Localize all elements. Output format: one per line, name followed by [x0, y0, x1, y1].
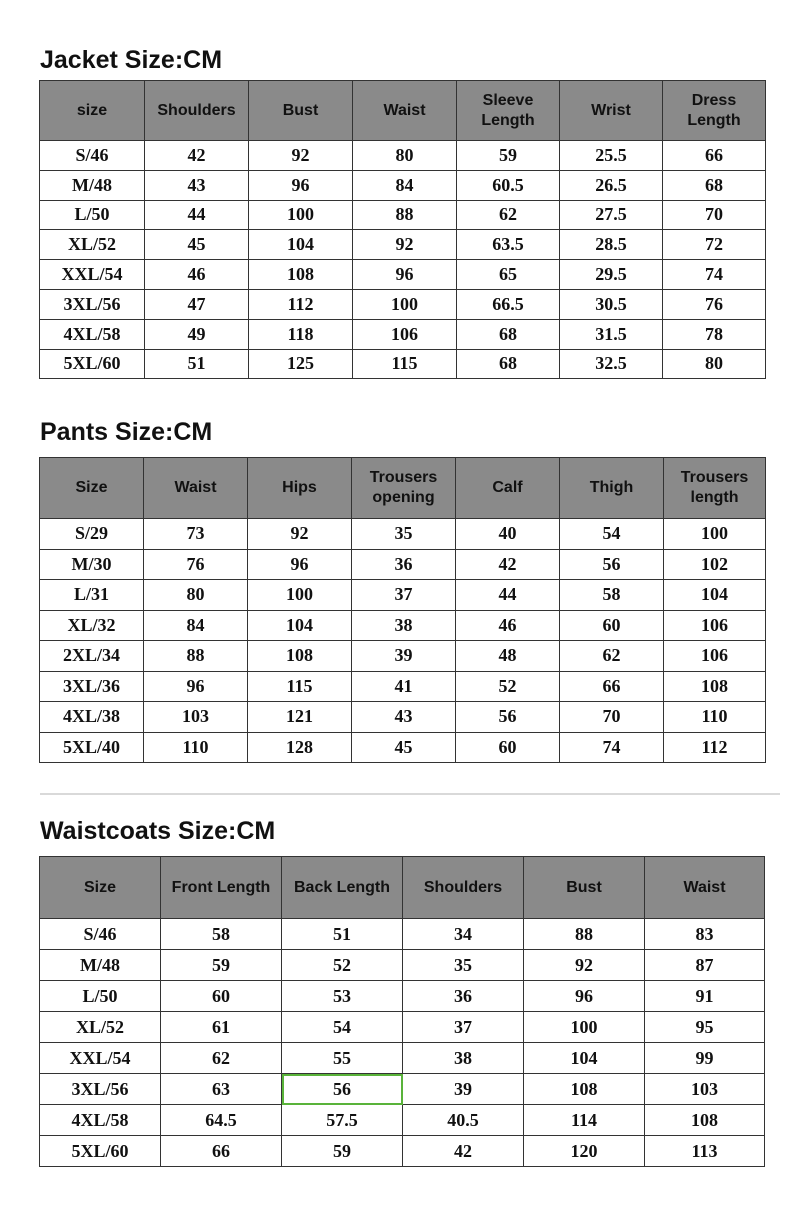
measurement-cell: 103: [645, 1074, 765, 1105]
measurement-cell: 84: [144, 610, 248, 641]
measurement-cell: 49: [145, 319, 249, 349]
size-cell: XL/52: [40, 230, 145, 260]
measurement-cell: 62: [161, 1043, 282, 1074]
header-row: [40, 81, 766, 141]
measurement-cell: 30.5: [560, 289, 663, 319]
measurement-cell: 88: [353, 200, 457, 230]
measurement-cell: 39: [403, 1074, 524, 1105]
measurement-cell: 43: [145, 170, 249, 200]
measurement-cell: 29.5: [560, 260, 663, 290]
measurement-cell: 96: [524, 981, 645, 1012]
measurement-cell: 87: [645, 950, 765, 981]
measurement-cell: 45: [145, 230, 249, 260]
measurement-cell: 108: [248, 641, 352, 672]
measurement-cell: 74: [663, 260, 766, 290]
table-row: [40, 671, 766, 702]
measurement-cell: 103: [144, 702, 248, 733]
measurement-cell: 91: [645, 981, 765, 1012]
size-cell: S/46: [40, 141, 145, 171]
measurement-cell: 102: [664, 549, 766, 580]
table-row: [40, 141, 766, 171]
size-cell: S/46: [40, 919, 161, 950]
measurement-cell: 66.5: [457, 289, 560, 319]
column-header: Calf: [456, 458, 560, 519]
measurement-cell: 62: [457, 200, 560, 230]
size-cell: 5XL/60: [40, 349, 145, 379]
measurement-cell: 39: [352, 641, 456, 672]
measurement-cell: 35: [352, 519, 456, 550]
measurement-cell: 92: [353, 230, 457, 260]
size-cell: 4XL/38: [40, 702, 144, 733]
measurement-cell: 72: [663, 230, 766, 260]
measurement-cell: 110: [664, 702, 766, 733]
measurement-cell: 42: [456, 549, 560, 580]
measurement-cell: 35: [403, 950, 524, 981]
waistcoats-size-table: [39, 856, 765, 1167]
header-row: [40, 458, 766, 519]
column-header: Dress Length: [663, 81, 766, 141]
measurement-cell: 27.5: [560, 200, 663, 230]
measurement-cell: 66: [161, 1136, 282, 1167]
column-header: Waist: [645, 857, 765, 919]
waistcoats-title: Waistcoats Size:CM: [40, 817, 276, 845]
measurement-cell: 44: [145, 200, 249, 230]
measurement-cell: 92: [249, 141, 353, 171]
measurement-cell: 66: [560, 671, 664, 702]
measurement-cell: 115: [353, 349, 457, 379]
size-cell: 5XL/40: [40, 732, 144, 763]
measurement-cell: 40: [456, 519, 560, 550]
size-cell: 4XL/58: [40, 319, 145, 349]
measurement-cell: 66: [663, 141, 766, 171]
size-cell: 2XL/34: [40, 641, 144, 672]
measurement-cell: 59: [457, 141, 560, 171]
table-row: [40, 981, 765, 1012]
measurement-cell: 121: [248, 702, 352, 733]
column-header: Waist: [144, 458, 248, 519]
table-row: [40, 919, 765, 950]
size-cell: 5XL/60: [40, 1136, 161, 1167]
jacket-size-table: [39, 80, 766, 379]
measurement-cell: 52: [456, 671, 560, 702]
measurement-cell: 56: [456, 702, 560, 733]
column-header: Trousers opening: [352, 458, 456, 519]
size-cell: M/48: [40, 950, 161, 981]
measurement-cell: 104: [524, 1043, 645, 1074]
measurement-cell: 37: [403, 1012, 524, 1043]
size-cell: S/29: [40, 519, 144, 550]
table-row: [40, 200, 766, 230]
measurement-cell: 92: [248, 519, 352, 550]
column-header: Sleeve Length: [457, 81, 560, 141]
measurement-cell: 96: [249, 170, 353, 200]
table-row: [40, 732, 766, 763]
measurement-cell: 63: [161, 1074, 282, 1105]
measurement-cell: 100: [353, 289, 457, 319]
table-row: [40, 950, 765, 981]
measurement-cell: 125: [249, 349, 353, 379]
measurement-cell: 57.5: [282, 1105, 403, 1136]
column-header: Wrist: [560, 81, 663, 141]
measurement-cell: 108: [524, 1074, 645, 1105]
size-cell: 3XL/36: [40, 671, 144, 702]
table-row: [40, 1136, 765, 1167]
measurement-cell: 74: [560, 732, 664, 763]
column-header: Bust: [249, 81, 353, 141]
measurement-cell: 41: [352, 671, 456, 702]
size-cell: 3XL/56: [40, 1074, 161, 1105]
measurement-cell: 61: [161, 1012, 282, 1043]
measurement-cell: 106: [664, 610, 766, 641]
column-header: Shoulders: [403, 857, 524, 919]
measurement-cell: 68: [663, 170, 766, 200]
measurement-cell: 76: [144, 549, 248, 580]
table-row: [40, 702, 766, 733]
measurement-cell: 100: [249, 200, 353, 230]
table-row: [40, 549, 766, 580]
measurement-cell: 104: [249, 230, 353, 260]
measurement-cell: 25.5: [560, 141, 663, 171]
column-header: Back Length: [282, 857, 403, 919]
measurement-cell: 45: [352, 732, 456, 763]
measurement-cell: 62: [560, 641, 664, 672]
measurement-cell: 112: [249, 289, 353, 319]
measurement-cell: 104: [664, 580, 766, 611]
measurement-cell: 104: [248, 610, 352, 641]
measurement-cell: 37: [352, 580, 456, 611]
header-row: [40, 857, 765, 919]
table-row: [40, 641, 766, 672]
measurement-cell: 108: [249, 260, 353, 290]
measurement-cell: 60: [560, 610, 664, 641]
measurement-cell: 68: [457, 349, 560, 379]
column-header: Front Length: [161, 857, 282, 919]
measurement-cell: 99: [645, 1043, 765, 1074]
measurement-cell: 78: [663, 319, 766, 349]
measurement-cell: 88: [144, 641, 248, 672]
size-cell: XXL/54: [40, 260, 145, 290]
measurement-cell: 95: [645, 1012, 765, 1043]
table-row: [40, 170, 766, 200]
table-row: [40, 610, 766, 641]
measurement-cell: 28.5: [560, 230, 663, 260]
measurement-cell: 110: [144, 732, 248, 763]
size-cell: 3XL/56: [40, 289, 145, 319]
column-header: Waist: [353, 81, 457, 141]
measurement-cell: 120: [524, 1136, 645, 1167]
measurement-cell: 58: [161, 919, 282, 950]
table-row: [40, 1074, 765, 1105]
column-header: Shoulders: [145, 81, 249, 141]
measurement-cell: 128: [248, 732, 352, 763]
measurement-cell: 80: [144, 580, 248, 611]
measurement-cell: 48: [456, 641, 560, 672]
measurement-cell: 36: [352, 549, 456, 580]
measurement-cell: 96: [248, 549, 352, 580]
measurement-cell: 118: [249, 319, 353, 349]
measurement-cell: 68: [457, 319, 560, 349]
measurement-cell: 112: [664, 732, 766, 763]
measurement-cell: 92: [524, 950, 645, 981]
table-row: [40, 580, 766, 611]
column-header: Size: [40, 458, 144, 519]
table-row: [40, 260, 766, 290]
measurement-cell: 54: [560, 519, 664, 550]
measurement-cell: 83: [645, 919, 765, 950]
measurement-cell: 65: [457, 260, 560, 290]
measurement-cell: 51: [282, 919, 403, 950]
measurement-cell: 42: [403, 1136, 524, 1167]
measurement-cell: 64.5: [161, 1105, 282, 1136]
size-cell: M/48: [40, 170, 145, 200]
measurement-cell: 80: [353, 141, 457, 171]
size-cell: XXL/54: [40, 1043, 161, 1074]
table-row: [40, 319, 766, 349]
measurement-cell: 53: [282, 981, 403, 1012]
pants-title: Pants Size:CM: [40, 418, 213, 446]
measurement-cell: 60: [456, 732, 560, 763]
pants-size-table: [39, 457, 766, 763]
measurement-cell: 46: [456, 610, 560, 641]
measurement-cell: 42: [145, 141, 249, 171]
measurement-cell: 100: [664, 519, 766, 550]
measurement-cell: 47: [145, 289, 249, 319]
measurement-cell: 106: [353, 319, 457, 349]
measurement-cell: 54: [282, 1012, 403, 1043]
size-cell: M/30: [40, 549, 144, 580]
measurement-cell: 100: [248, 580, 352, 611]
table-row: [40, 1043, 765, 1074]
measurement-cell: 70: [560, 702, 664, 733]
column-header: size: [40, 81, 145, 141]
measurement-cell: 100: [524, 1012, 645, 1043]
measurement-cell: 31.5: [560, 319, 663, 349]
measurement-cell: 46: [145, 260, 249, 290]
measurement-cell: 108: [664, 671, 766, 702]
column-header: Trousers length: [664, 458, 766, 519]
measurement-cell: 32.5: [560, 349, 663, 379]
table-row: [40, 1012, 765, 1043]
measurement-cell: 115: [248, 671, 352, 702]
highlighted-cell: 56: [282, 1074, 403, 1105]
measurement-cell: 63.5: [457, 230, 560, 260]
measurement-cell: 51: [145, 349, 249, 379]
measurement-cell: 26.5: [560, 170, 663, 200]
measurement-cell: 38: [352, 610, 456, 641]
size-cell: XL/52: [40, 1012, 161, 1043]
table-row: [40, 230, 766, 260]
measurement-cell: 52: [282, 950, 403, 981]
measurement-cell: 96: [144, 671, 248, 702]
measurement-cell: 44: [456, 580, 560, 611]
measurement-cell: 114: [524, 1105, 645, 1136]
size-cell: 4XL/58: [40, 1105, 161, 1136]
measurement-cell: 96: [353, 260, 457, 290]
measurement-cell: 40.5: [403, 1105, 524, 1136]
measurement-cell: 113: [645, 1136, 765, 1167]
table-row: [40, 1105, 765, 1136]
size-cell: L/31: [40, 580, 144, 611]
measurement-cell: 59: [282, 1136, 403, 1167]
column-header: Hips: [248, 458, 352, 519]
jacket-title: Jacket Size:CM: [40, 46, 223, 74]
table-row: [40, 519, 766, 550]
measurement-cell: 38: [403, 1043, 524, 1074]
measurement-cell: 56: [560, 549, 664, 580]
measurement-cell: 88: [524, 919, 645, 950]
size-cell: L/50: [40, 200, 145, 230]
table-row: [40, 349, 766, 379]
column-header: Bust: [524, 857, 645, 919]
measurement-cell: 70: [663, 200, 766, 230]
measurement-cell: 55: [282, 1043, 403, 1074]
size-cell: L/50: [40, 981, 161, 1012]
measurement-cell: 43: [352, 702, 456, 733]
measurement-cell: 80: [663, 349, 766, 379]
column-header: Thigh: [560, 458, 664, 519]
measurement-cell: 59: [161, 950, 282, 981]
measurement-cell: 73: [144, 519, 248, 550]
size-cell: XL/32: [40, 610, 144, 641]
measurement-cell: 34: [403, 919, 524, 950]
measurement-cell: 84: [353, 170, 457, 200]
measurement-cell: 106: [664, 641, 766, 672]
column-header: Size: [40, 857, 161, 919]
measurement-cell: 60.5: [457, 170, 560, 200]
measurement-cell: 58: [560, 580, 664, 611]
measurement-cell: 36: [403, 981, 524, 1012]
measurement-cell: 108: [645, 1105, 765, 1136]
table-row: [40, 289, 766, 319]
measurement-cell: 60: [161, 981, 282, 1012]
measurement-cell: 76: [663, 289, 766, 319]
section-divider: [40, 793, 780, 795]
